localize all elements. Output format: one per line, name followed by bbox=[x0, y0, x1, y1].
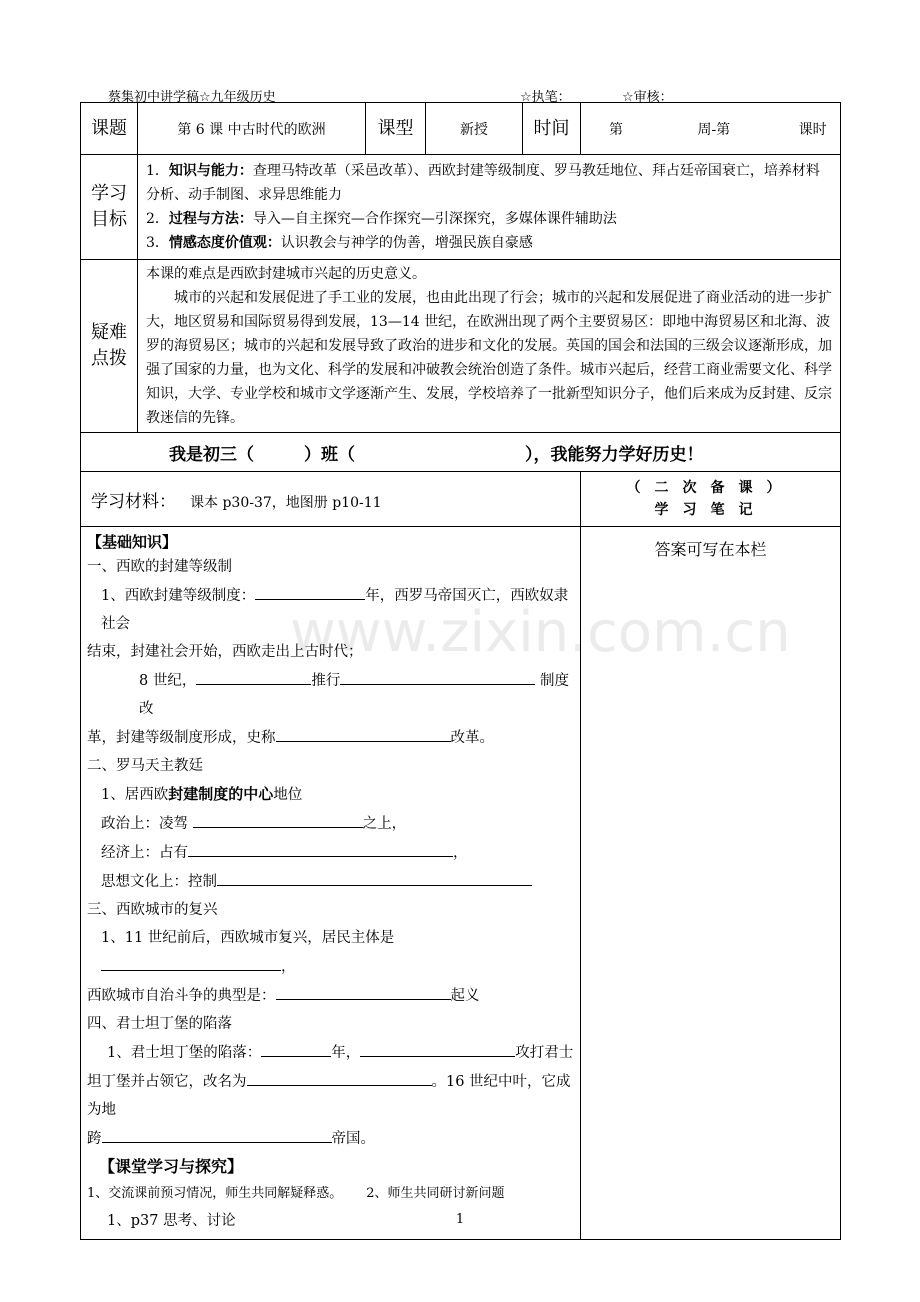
blank[interactable] bbox=[193, 809, 363, 828]
heading-1: 一、西欧的封建等级制 bbox=[87, 559, 232, 575]
materials: 学习材料： 课本 p30-37，地图册 p10-11 bbox=[81, 472, 581, 527]
classroom-steps bbox=[87, 1181, 574, 1207]
label-goals: 学习目标 bbox=[81, 155, 138, 260]
blank[interactable] bbox=[276, 981, 451, 1000]
goals-content: 1．知识与能力：查理马特改革（采邑改革）、西欧封建等级制度、罗马教廷地位、拜占廷帝国衰亡，培养材料分析、动手制图、求异思维能力 2．过程与方法：导入—自主探究—合作探究—引深探究，多媒体课件辅助法 3．情感态度价值观：认识教会与神学的伪善，增强民族自豪感 bbox=[138, 155, 841, 260]
main-content: 【基础知识】 一、西欧的封建等级制 1、西欧封建等级制度： 年，西罗马帝国灭亡，西欧奴隶社会 结束，封建社会开始，西欧走出上古时代； 8 世纪， 推行 制度改 革，封建等级制度形成，史称 改革。 二、罗马天主教廷 1、居西欧封建制度的中心地位 政治上：凌驾 之上， 经济上：占有 ， 思想文化上：控制 三、西欧城市的复兴 1、11 世纪前后，西欧城市复兴，居民主体是 ， 西欧城市自治斗争的典型是： 起义 四、君士坦丁堡的陷落 1、君士坦丁堡的陷落： 年， 攻打君士 坦丁堡并占领它，改名为 。16 世纪中叶，它成为地 跨 帝国。 【课堂学习与探究】 1、交流课前预习情况，师生共同解疑释惑。 2、师生共同研讨新问题 1、p37 思考、讨论 bbox=[81, 527, 581, 1240]
blank[interactable] bbox=[276, 723, 451, 742]
page-number: 1 bbox=[455, 1212, 465, 1227]
section-basics: 【基础知识】 bbox=[87, 533, 178, 551]
header-writer: ☆执笔： bbox=[520, 90, 571, 105]
difficulty-content bbox=[138, 260, 841, 433]
blank[interactable] bbox=[247, 1067, 432, 1086]
lesson-table bbox=[80, 102, 841, 1240]
watermark: www.zixin.com.cn bbox=[290, 600, 791, 665]
blank[interactable] bbox=[101, 952, 281, 971]
section-classroom: 【课堂学习与探究】 bbox=[99, 1157, 244, 1176]
blank[interactable] bbox=[360, 1038, 515, 1057]
time-week-prefix: 第 bbox=[609, 121, 623, 138]
blank[interactable] bbox=[340, 666, 535, 685]
blank[interactable] bbox=[217, 867, 532, 886]
lesson-type: 新授 bbox=[426, 103, 523, 155]
topic: 第 6 课 中古时代的欧洲 bbox=[138, 103, 366, 155]
notes-header: （二次备课） 学习笔记 bbox=[581, 472, 841, 527]
blank[interactable] bbox=[261, 1038, 331, 1057]
blank[interactable] bbox=[188, 838, 453, 857]
header-title: 蔡集初中讲学稿☆九年级历史 bbox=[108, 90, 276, 105]
heading-4: 四、君士坦丁堡的陷落 bbox=[87, 1016, 232, 1032]
step-2: 2、师生共同研讨新问题 bbox=[366, 1186, 505, 1201]
label-type: 课型 bbox=[366, 103, 426, 155]
header-reviewer: ☆审核： bbox=[622, 90, 673, 105]
difficulty-p2: 城市的兴起和发展促进了手工业的发展，也由此出现了行会；城市的兴起和发展促进了商业活动的进一步扩大，地区贸易和国际贸易得到发展，13—14 世纪，在欧洲出现了两个主要贸易区：即地中海贸易区和北海、波罗的海贸易区；城市的兴起和发展导致了政治的进步和文化的发展。英国的国会和法国的三级会议逐渐形成，加强了国家的力量，也为文化、科学的发展和冲破教会统治创造了条件。城市兴起后，经营工商业需要文化、科学知识，大学、专业学校和城市文学逐渐产生、发展，学校培养了一批新型知识分子，他们后来成为反封建、反宗教迷信的先锋。 bbox=[146, 290, 832, 426]
time-period: 课时 bbox=[798, 121, 827, 138]
time-week: 周-第 bbox=[697, 121, 731, 138]
difficulty-p1: 本课的难点是西欧封建城市兴起的历史意义。 bbox=[146, 266, 426, 282]
label-topic: 课题 bbox=[81, 103, 138, 155]
blank[interactable] bbox=[102, 1124, 332, 1143]
blank[interactable] bbox=[196, 666, 311, 685]
class-slogan: 我是初三（ ）班（ ），我能努力学好历史！ bbox=[81, 433, 841, 472]
label-time: 时间 bbox=[523, 103, 581, 155]
notes-column[interactable] bbox=[581, 527, 841, 1240]
step-1: 1、交流课前预习情况，师生共同解疑释惑。 bbox=[87, 1186, 343, 1201]
discussion-item: 1、p37 思考、讨论 bbox=[107, 1213, 236, 1229]
time-field bbox=[581, 103, 841, 155]
label-difficulty: 疑难点拨 bbox=[81, 260, 138, 433]
heading-2: 二、罗马天主教廷 bbox=[87, 758, 203, 774]
side-note: 答案可写在本栏 bbox=[654, 540, 767, 559]
blank[interactable] bbox=[255, 581, 365, 600]
heading-3: 三、西欧城市的复兴 bbox=[87, 902, 218, 918]
